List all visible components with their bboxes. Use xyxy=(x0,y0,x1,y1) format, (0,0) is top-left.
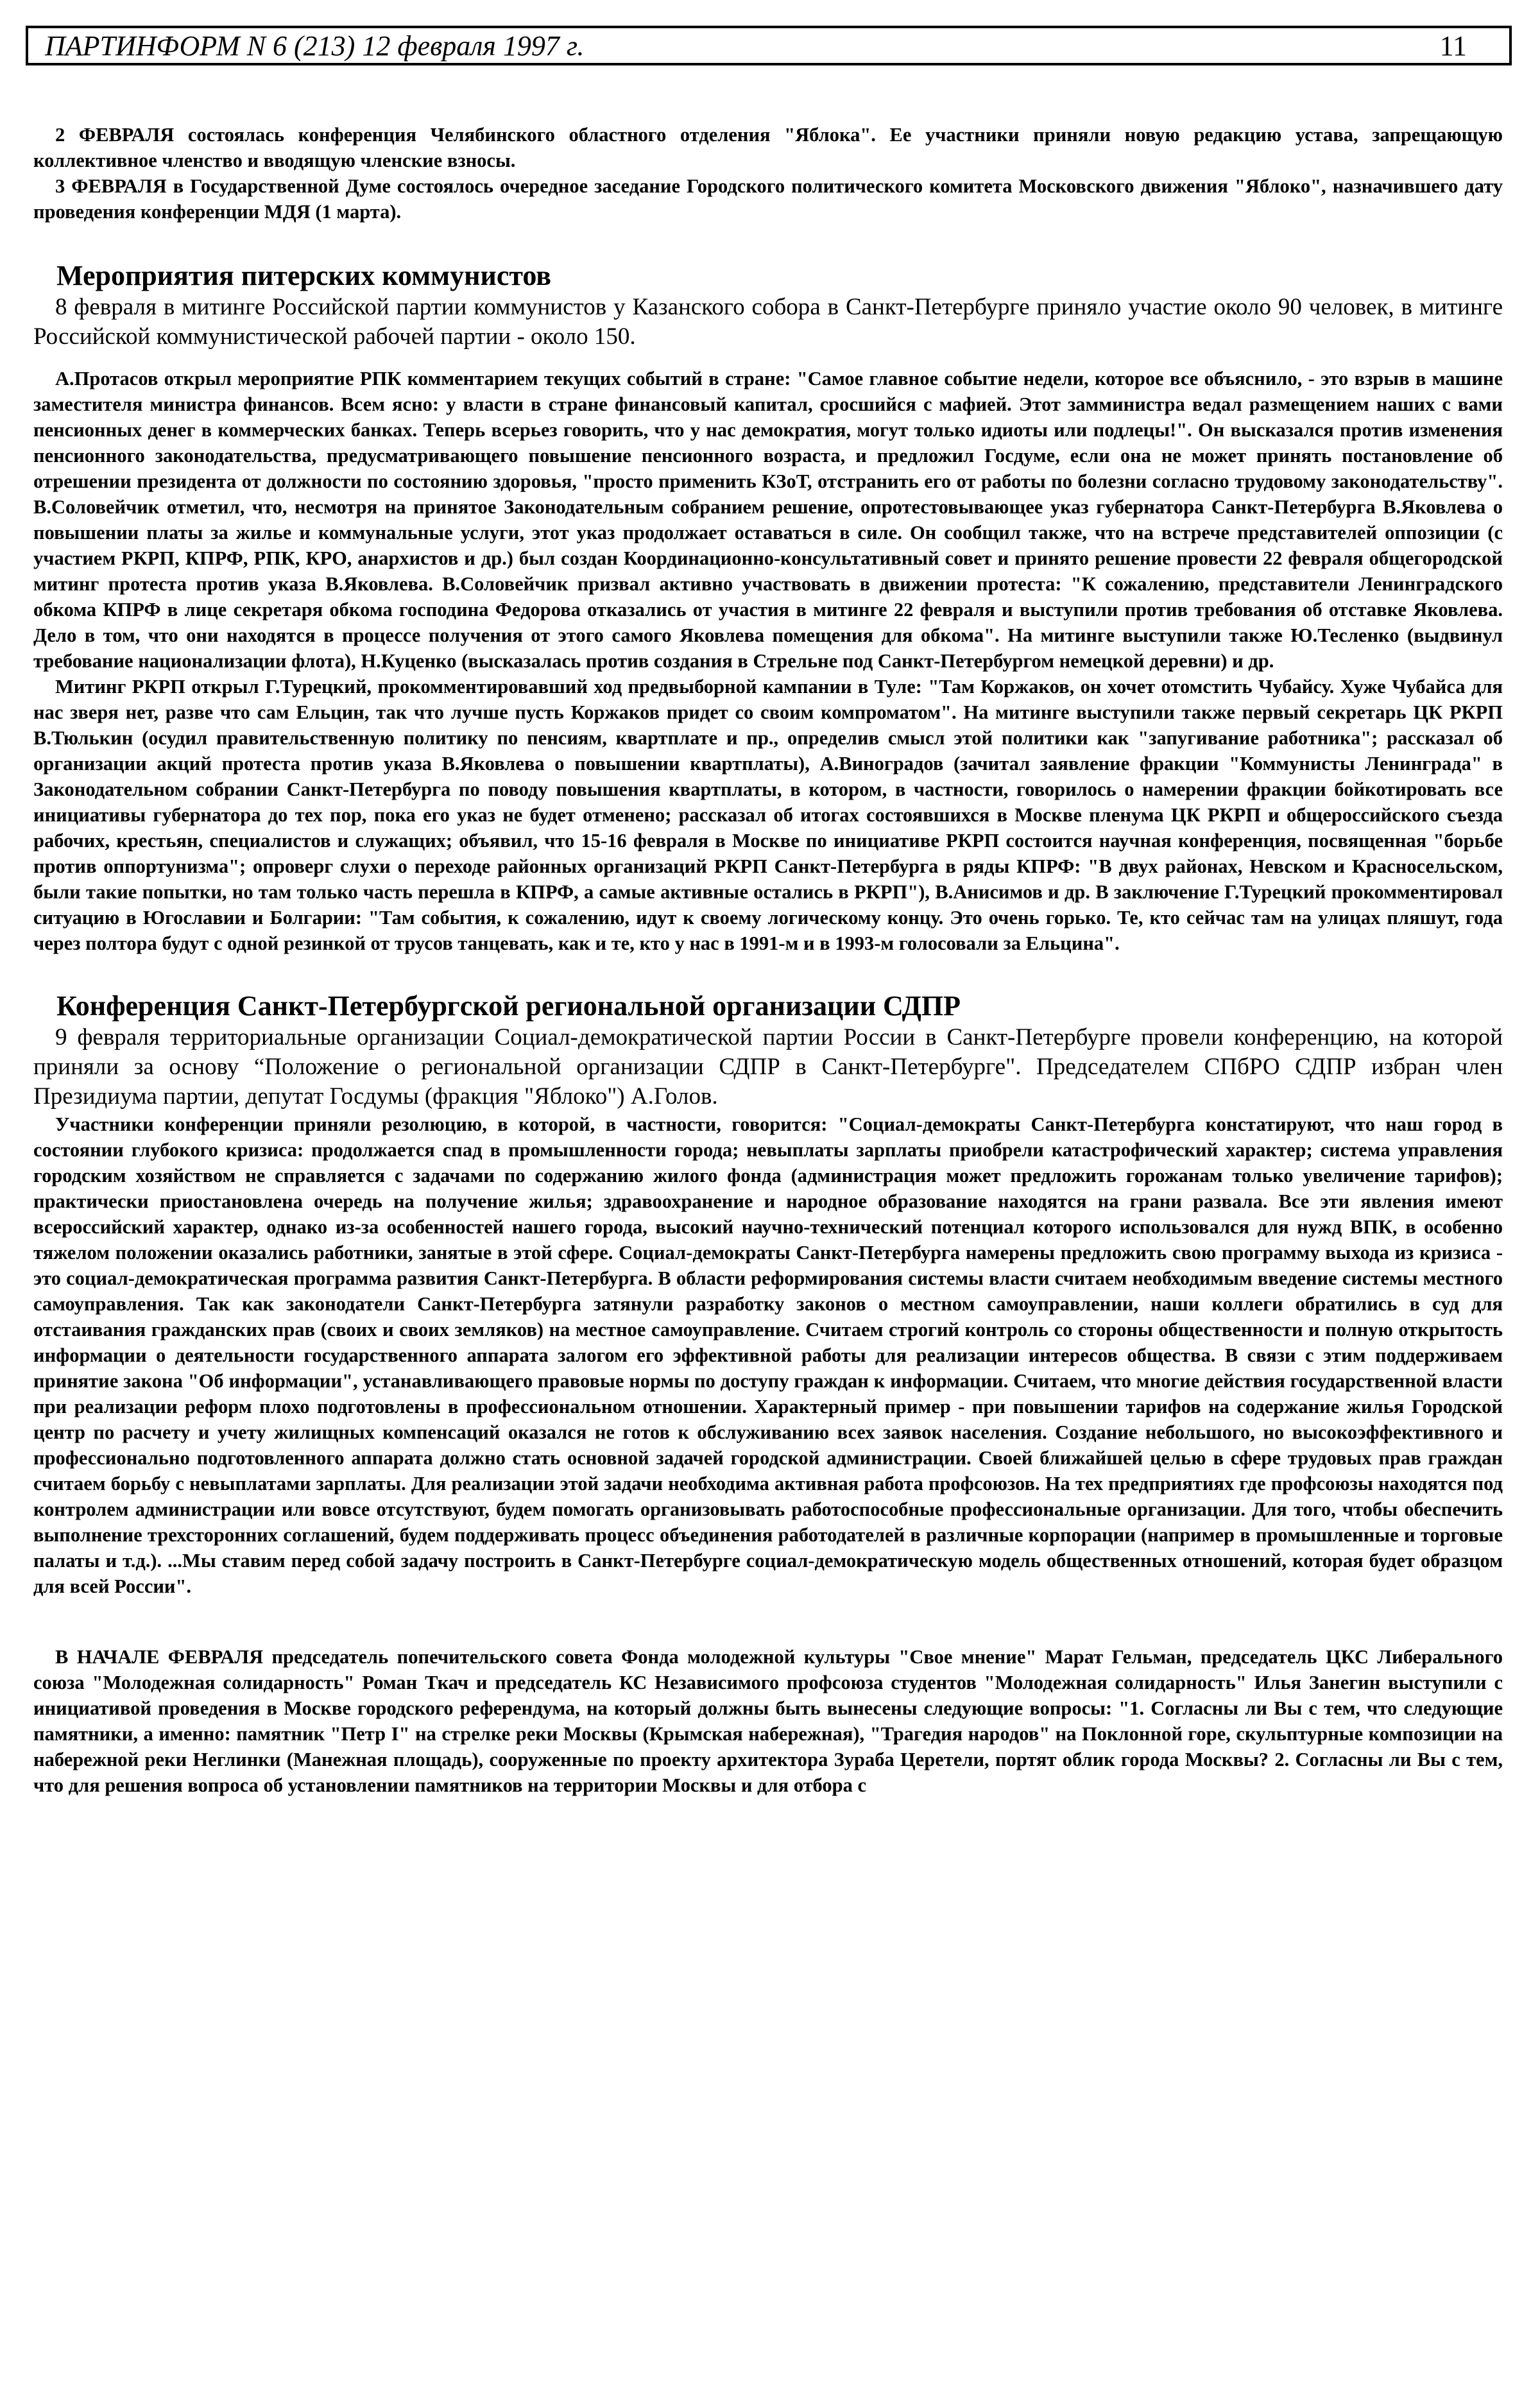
section-lead-sdpr: 9 февраля территориальные организации Социал-демократической партии России в Санкт-Петербурге провели конференцию, на которой приняли за основу “Положение о региональной организации СДПР в Санкт-Петербурге". Председателем СПбРО СДПР избран член Президиума партии, депутат Госдумы (фракция "Яблоко") А.Голов. xyxy=(33,1024,1503,1110)
paragraph-rkrp-rally: Митинг РКРП открыл Г.Турецкий, прокомментировавший ход предвыборной кампании в Туле: "Там Коржаков, он хочет отомстить Чубайсу. Хуже Чубайса для нас зверя нет, разве что сам Ельцин, так что лучше пусть Коржаков придет со своим компроматом". На митинге выступили также первый секретарь ЦК РКРП В.Тюлькин (осудил правительственную политику по пенсиям, квартплате и пр., определив смысл этой политики как "запугивание работника"; рассказал об организации акций протеста против указа В.Яковлева о повышении квартплаты), А.Виноградов (зачитал заявление фракции "Коммунисты Ленинграда" в Законодательном собрании Санкт-Петербурга по поводу повышения квартплаты, в котором, в частности, говорилось о намерении фракции бойкотировать все инициативы губернатора до тех пор, пока его указ не будет отменено; рассказал об итогах состоявшихся в Москве пленума ЦК РКРП и общероссийского съезда рабочих, крестьян, специалистов и служащих; объявил, что 15-16 февраля в Москве по инициативе РКРП состоится научная конференция, посвященная "борьбе против оппортунизма"; опроверг слухи о переходе районных организаций РКРП Санкт-Петербурга в ряды КПРФ: "В двух районах, Невском и Красносельском, были такие попытки, но там только часть перешла в КПРФ, а самые активные остались в РКРП"), В.Анисимов и др. В заключение Г.Турецкий прокомментировал ситуацию в Югославии и Болгарии: "Там события, к сожалению, идут к своему логическому концу. Это очень горько. Те, кто сейчас там на улицах пляшут, года через полтора будут с одной резинкой от трусов танцевать, как и те, кто у нас в 1991-м и в 1993-м голосовали за Ельцина". xyxy=(33,676,1503,954)
publication-title: ПАРТИНФОРМ N 6 (213) 12 февраля 1997 г. xyxy=(45,30,585,62)
section-heading-sdpr: Конференция Санкт-Петербургской региональной организации СДПР xyxy=(56,990,961,1022)
page-number: 11 xyxy=(1439,30,1467,62)
paragraph-referendum-initiative: В НАЧАЛЕ ФЕВРАЛЯ председатель попечительского совета Фонда молодежной культуры "Свое мнение" Марат Гельман, председатель ЦКС Либерального союза "Молодежная солидарность" Роман Ткач и председатель КС Независимого профсоюза студентов "Молодежная солидарность" Илья Занегин выступили с инициативой проведения в Москве городского референдума, на который должны быть вынесены следующие вопросы: "1. Согласны ли Вы с тем, что следующие памятники, а именно: памятник "Петр I" на стрелке реки Москвы (Крымская набережная), "Трагедия народов" на Поклонной горе, скульптурные композиции на набережной реки Неглинки (Манежная площадь), сооруженные по проекту архитектора Зураба Церетели, портят облик города Москвы? 2. Согласны ли Вы с тем, что для решения вопроса об установлении памятников на территории Москвы и для отбора с xyxy=(33,1646,1503,1796)
section-heading-communists: Мероприятия питерских коммунистов xyxy=(56,260,552,291)
news-item-chelyabinsk: 2 ФЕВРАЛЯ состоялась конференция Челябинского областного отделения "Яблока". Ее участники приняли новую редакцию устава, запрещающую коллективное членство и вводящую членские взносы. xyxy=(33,124,1503,171)
paragraph-sdpr-resolution: Участники конференции приняли резолюцию, в которой, в частности, говорится: "Социал-демократы Санкт-Петербурга констатируют, что наш город в состоянии глубокого кризиса: продолжается спад в промышленности города; невыплаты зарплаты приобрели катастрофический характер; система управления городским хозяйством не справляется с задачами по содержанию жилого фонда (администрация может предложить горожанам только увеличение тарифов); практически приостановлена очередь на получение жилья; здравоохранение и народное образование находятся на грани развала. Все эти явления имеют всероссийский характер, однако из-за особенностей нашего города, высокий научно-технический потенциал которого использовался для нужд ВПК, в особенно тяжелом положении оказались работники, занятые в этой сфере. Социал-демократы Санкт-Петербурга намерены предложить свою программу выхода из кризиса - это социал-демократическая программа развития Санкт-Петербурга. В области реформирования системы власти считаем необходимым введение системы местного самоуправления. Так как законодатели Санкт-Петербурга затянули разработку законов о местном самоуправлении, наши коллеги обратились в суд для отстаивания гражданских прав (своих и своих земляков) на местное самоуправление. Считаем строгий контроль со стороны общественности и полную открытость информации о деятельности государственного аппарата залогом его эффективной работы для реализации интересов общества. В связи с этим поддерживаем принятие закона "Об информации", устанавливающего правовые нормы по доступу граждан к информации. Считаем, что многие действия государственной власти при реализации реформ плохо подготовлены в профессиональном отношении. Характерный пример - при повышении тарифов на содержание жилья Городской центр по расчету и учету жилищных компенсаций оказался не готов к обслуживанию всех заявок населения. Создание небольшого, но высокоэффективного и профессионально подготовленного аппарата должно стать основной задачей городской администрации. Своей ближайшей целью в сфере трудовых прав граждан считаем борьбу с невыплатами зарплаты. Для реализации этой задачи необходима активная работа профсоюзов. На тех предприятиях где профсоюзы находятся под контролем администрации или вовсе отсутствуют, будем помогать организовывать работоспособные профессиональные организации. Для того, чтобы обеспечить выполнение трехсторонних соглашений, будем поддерживать процесс объединения работодателей в различные корпорации (например в промышленные и торговые палаты и т.д.). ...Мы ставим перед собой задачу построить в Санкт-Петербурге социал-демократическую модель общественных отношений, которая будет образцом для всей России". xyxy=(33,1113,1503,1597)
section-lead-communists: 8 февраля в митинге Российской партии коммунистов у Казанского собора в Санкт-Петербурге приняло участие около 90 человек, в митинге Российской коммунистической рабочей партии - около 150. xyxy=(33,294,1503,350)
page-header xyxy=(26,26,1512,65)
news-item-moscow-yabloko: 3 ФЕВРАЛЯ в Государственной Думе состоялось очередное заседание Городского политического комитета Московского движения "Яблоко", назначившего дату проведения конференции МДЯ (1 марта). xyxy=(33,175,1503,223)
article-content xyxy=(33,122,1503,1798)
paragraph-rpk-rally: А.Протасов открыл мероприятие РПК комментарием текущих событий в стране: "Самое главное событие недели, которое все объяснило, - это взрыв в машине заместителя министра финансов. Всем ясно: у власти в стране финансовый капитал, сросшийся с мафией. Этот замминистра ведал размещением наших с вами пенсионных денег в коммерческих банках. Теперь всерьез говорить, что у нас демократия, могут только идиоты или подлецы!". Он высказался против изменения пенсионного законодательства, предусматривающего повышение пенсионного возраста, и предложил Госдуме, если она не может принять постановление об отрешении президента от должности по состоянию здоровья, "просто применить КЗоТ, отстранить его от работы по болезни согласно трудовому законодательству". В.Соловейчик отметил, что, несмотря на принятое Законодательным собранием решение, опротестовывающее указ губернатора Санкт-Петербурга В.Яковлева о повышении платы за жилье и коммунальные услуги, этот указ продолжает оставаться в силе. Он сообщил также, что на встрече представителей оппозиции (с участием РКРП, КПРФ, РПК, КРО, анархистов и др.) был создан Координационно-консультативный совет и принято решение провести 22 февраля общегородской митинг протеста против указа В.Яковлева. В.Соловейчик призвал активно участвовать в движении протеста: "К сожалению, представители Ленинградского обкома КПРФ в лице секретаря обкома господина Федорова отказались от участия в митинге 22 февраля и выступили против требования об отставке Яковлева. Дело в том, что они находятся в процессе получения от этого самого Яковлева помещения для обкома". На митинге выступили также Ю.Тесленко (выдвинул требование национализации флота), Н.Куценко (высказалась против создания в Стрельне под Санкт-Петербургом немецкой деревни) и др. xyxy=(33,368,1503,672)
